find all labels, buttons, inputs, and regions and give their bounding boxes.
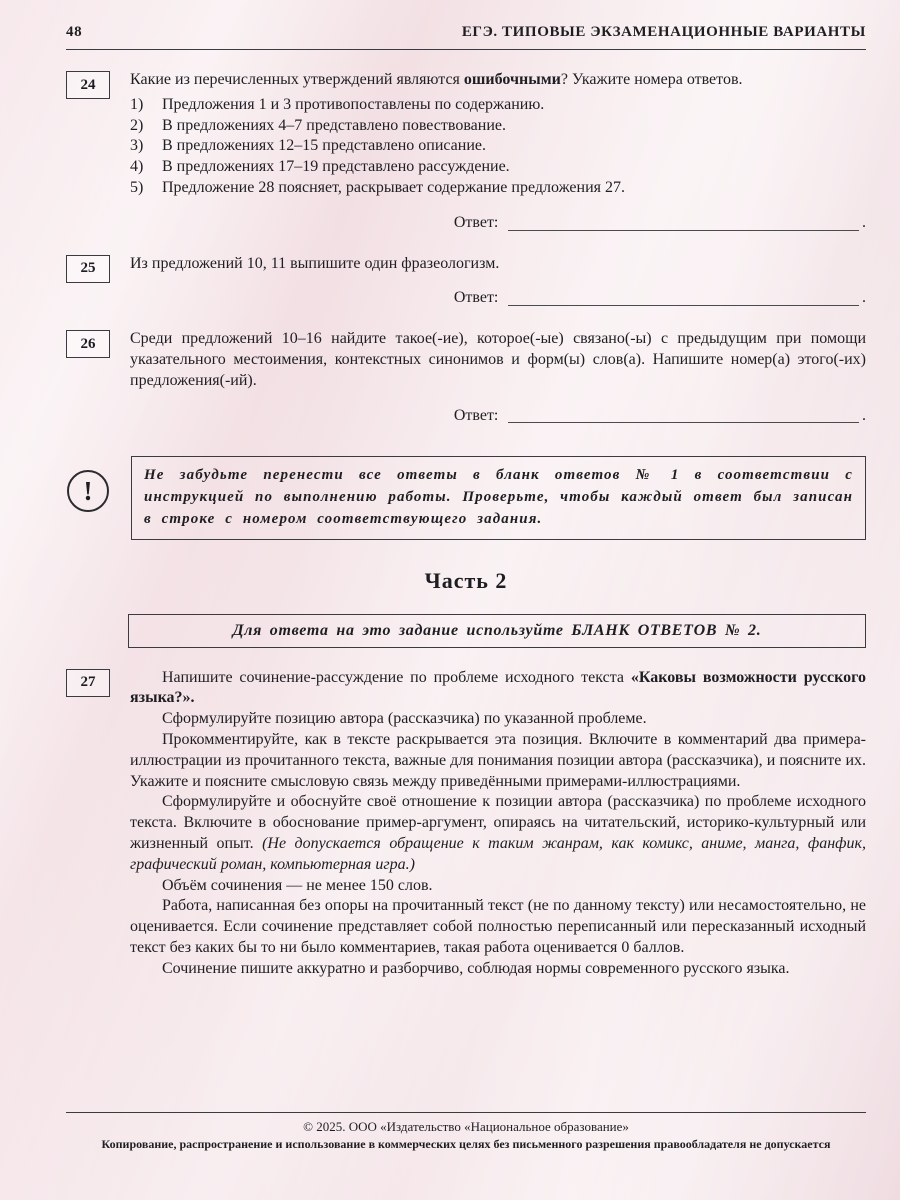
task-25-text: Из предложений 10, 11 выпишите один фразеологизм. (130, 254, 500, 272)
task-27-paragraph-2: Сформулируйте позицию автора (рассказчика) по указанной проблеме. (162, 710, 647, 728)
warning-line-1: Не забудьте перенести все ответы в бланк ответов № 1 в соответствии с инструкцией по выполнению работы. (144, 467, 853, 506)
option-row (130, 95, 866, 116)
task-24-options (130, 95, 866, 199)
option-text: Предложение 28 поясняет, раскрывает содержание предложения 27. (162, 178, 626, 196)
copy-restriction-line: Копирование, распространение и использование в коммерческих целях без письменного разрешения правообладателя не допускается (101, 1137, 831, 1151)
task-27-paragraph-4 (130, 792, 866, 875)
option-number: 1) (130, 95, 144, 113)
option-number: 4) (130, 158, 144, 176)
task-25-answer-row (130, 288, 866, 309)
option-number: 2) (130, 116, 144, 134)
option-text: В предложениях 4–7 представлено повествование. (162, 116, 506, 134)
answer-label: Ответ: (453, 213, 499, 231)
header-title: ЕГЭ. ТИПОВЫЕ ЭКЗАМЕНАЦИОННЫЕ ВАРИАНТЫ (461, 24, 866, 40)
task-24-intro (130, 70, 866, 91)
task-27-number-box: 27 (66, 669, 110, 697)
task-26-answer-row (130, 406, 866, 427)
task-25-number-box: 25 (66, 255, 110, 283)
warning-line-2: Проверьте, чтобы каждый ответ был записан в строке с номером соответствующего задания. (144, 489, 853, 527)
warning-box (131, 456, 866, 539)
task-24-answer-row (130, 213, 866, 234)
task-24-number-box: 24 (66, 71, 110, 99)
answer-blank-line (508, 408, 859, 423)
task-27-paragraph-3: Прокомментируйте, как в тексте раскрывается эта позиция. Включите в комментарий два примера-иллюстрации из прочитанного текста, важные для понимания позиции автора (рассказчика), и поясните их. Укажите и поясните смысловую связь между приведёнными примерами-иллюстрациями. (130, 731, 866, 790)
page-footer (66, 1112, 866, 1152)
part-2-heading: Часть 2 (424, 567, 508, 593)
task-26 (66, 329, 866, 426)
task-24-intro-pre: Какие из перечисленных утверждений являются (130, 71, 464, 88)
task-25 (66, 254, 866, 310)
option-row (130, 116, 866, 137)
answer-sheet-2-instruction: Для ответа на это задание используйте БЛАНК ОТВЕТОВ № 2. (128, 614, 866, 648)
task-26-number-box: 26 (66, 330, 110, 358)
task-27-paragraph-1 (130, 668, 866, 710)
answer-period: . (862, 406, 866, 424)
task-27-paragraph-5: Объём сочинения — не менее 150 слов. (162, 876, 433, 894)
option-text: В предложениях 12–15 представлено описание. (162, 137, 487, 155)
option-row (130, 157, 866, 178)
option-number: 3) (130, 137, 144, 155)
task-24 (66, 70, 866, 234)
task-24-body (130, 70, 866, 234)
option-text: В предложениях 17–19 представлено рассуждение. (162, 158, 510, 176)
answer-label: Ответ: (453, 406, 499, 424)
option-row (130, 178, 866, 199)
task-27-p4-main: Сформулируйте и обоснуйте своё отношение к позиции автора (рассказчика) по проблеме исходного текста. Включите в обоснование пример-аргумент, опираясь на читательский, историко-культурный или жизненный опыт. (130, 793, 866, 852)
task-27-p4-italic: (Не допускается обращение к таким жанрам, как комикс, аниме, манга, фанфик, графический роман, компьютерная игра.) (130, 834, 867, 873)
page-header (66, 24, 866, 50)
answer-period: . (862, 289, 866, 307)
answer-label: Ответ: (453, 289, 499, 307)
task-27-paragraph-6: Работа, написанная без опоры на прочитанный текст (не по данному тексту) или несамостоятельно, не оценивается. Если сочинение представляет собой полностью переписанный или пересказанный исходный текст без каких бы то ни было комментариев, такая работа оценивается 0 баллов. (130, 897, 866, 956)
task-27-body (130, 668, 866, 980)
task-27-p1-pre: Напишите сочинение-рассуждение по проблеме исходного текста (162, 668, 631, 686)
page-number: 48 (66, 24, 83, 40)
answer-blank-line (508, 216, 859, 231)
option-number: 5) (130, 178, 144, 196)
task-26-text: Среди предложений 10–16 найдите такое(-ие), которое(-ые) связано(-ы) с предыдущим при помощи указательного местоимения, контекстных синонимов и форм(ы) слов(а). Напишите номер(а) этого(-их) предложения(-ий). (130, 330, 866, 389)
option-row (130, 136, 866, 157)
task-26-body (130, 329, 866, 426)
task-27-p1-bold: «Каковы возможности русского языка?». (130, 668, 866, 707)
answer-period: . (862, 213, 866, 231)
task-24-intro-post: ? Укажите номера ответов. (560, 71, 743, 88)
option-text: Предложения 1 и 3 противопоставлены по содержанию. (162, 95, 545, 113)
exclamation-icon: ! (67, 470, 109, 512)
transfer-answers-note (66, 456, 866, 539)
answer-blank-line (508, 291, 859, 306)
task-27-paragraph-7: Сочинение пишите аккуратно и разборчиво, соблюдая нормы современного русского языка. (162, 959, 790, 977)
task-25-body (130, 254, 866, 310)
copyright-line: © 2025. ООО «Издательство «Национальное образование» (303, 1119, 629, 1134)
task-24-intro-bold: ошибочными (463, 71, 561, 88)
task-27 (66, 668, 866, 980)
